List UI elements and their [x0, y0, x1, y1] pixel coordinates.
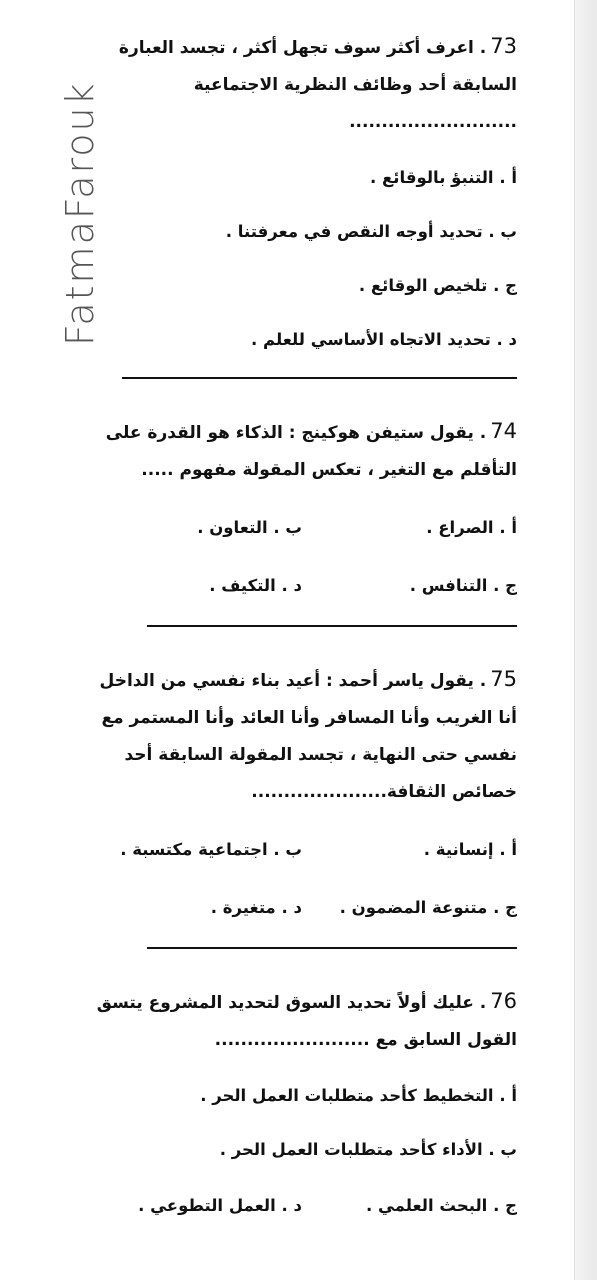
option-b[interactable]: ب . اجتماعية مكتسبة .	[120, 840, 302, 859]
option-c[interactable]: ج . البحث العلمي .	[365, 1196, 517, 1215]
separator-line	[147, 947, 517, 949]
watermark-text: FatmaFarouk	[58, 81, 102, 346]
question-75	[87, 661, 517, 937]
question-number: 74	[490, 419, 517, 443]
options-list	[87, 151, 517, 367]
options-list	[87, 499, 517, 615]
question-sheet	[87, 28, 517, 1235]
option-b[interactable]: ب . تحديد أوجه النقص في معرفتنا .	[225, 222, 517, 241]
option-a[interactable]: أ . التنبؤ بالوقائع .	[370, 168, 517, 187]
options-row	[87, 557, 517, 615]
option-c[interactable]: ج . متنوعة المضمون .	[339, 898, 517, 917]
option-d[interactable]: د . العمل التطوعي .	[138, 1196, 302, 1215]
option-d[interactable]: د . التكيف .	[209, 576, 302, 595]
question-text: 75. يقول ياسر أحمد : أعيد بناء نفسي من الداخل أنا الغريب وأنا المسافر وأنا العائد وأنا المستمر مع نفسي حتى النهاية ، تجسد المقولة السابقة أحد خصائص الثقافة.....................	[99, 667, 517, 802]
question-number: 75	[490, 667, 517, 691]
option-d[interactable]: د . تحديد الاتجاه الأساسي للعلم .	[251, 330, 517, 349]
separator-line	[147, 625, 517, 627]
options-row	[87, 499, 517, 557]
question-73	[87, 28, 517, 367]
question-74	[87, 413, 517, 615]
option-d[interactable]: د . متغيرة .	[210, 898, 302, 917]
option-b[interactable]: ب . الأداء كأحد متطلبات العمل الحر .	[219, 1140, 517, 1159]
options-row	[87, 879, 517, 937]
options-row	[87, 1177, 517, 1235]
option-a[interactable]: أ . التخطيط كأحد متطلبات العمل الحر .	[200, 1086, 517, 1105]
options-list	[87, 821, 517, 937]
options-list	[87, 1069, 517, 1235]
question-number: 73	[490, 34, 517, 58]
question-76	[87, 983, 517, 1235]
question-text: 73. اعرف أكثر سوف تجهل أكثر ، تجسد العبارة السابقة أحد وظائف النظرية الاجتماعية ..........................	[118, 34, 517, 132]
options-row	[87, 821, 517, 879]
option-a[interactable]: أ . إنسانية .	[423, 840, 517, 859]
option-c[interactable]: ج . تلخيص الوقائع .	[358, 276, 517, 295]
separator-line	[122, 377, 517, 379]
option-a[interactable]: أ . الصراع .	[426, 518, 517, 537]
option-b[interactable]: ب . التعاون .	[197, 518, 302, 537]
question-text: 76. عليك أولاً تحديد السوق لتحديد المشروع يتسق القول السابق مع ........................	[96, 989, 517, 1050]
page-edge	[574, 0, 597, 1280]
option-c[interactable]: ج . التنافس .	[409, 576, 517, 595]
question-number: 76	[490, 989, 517, 1013]
question-text: 74. يقول ستيفن هوكينج : الذكاء هو القدرة على التأقلم مع التغير ، تعكس المقولة مفهوم .....	[105, 419, 517, 480]
